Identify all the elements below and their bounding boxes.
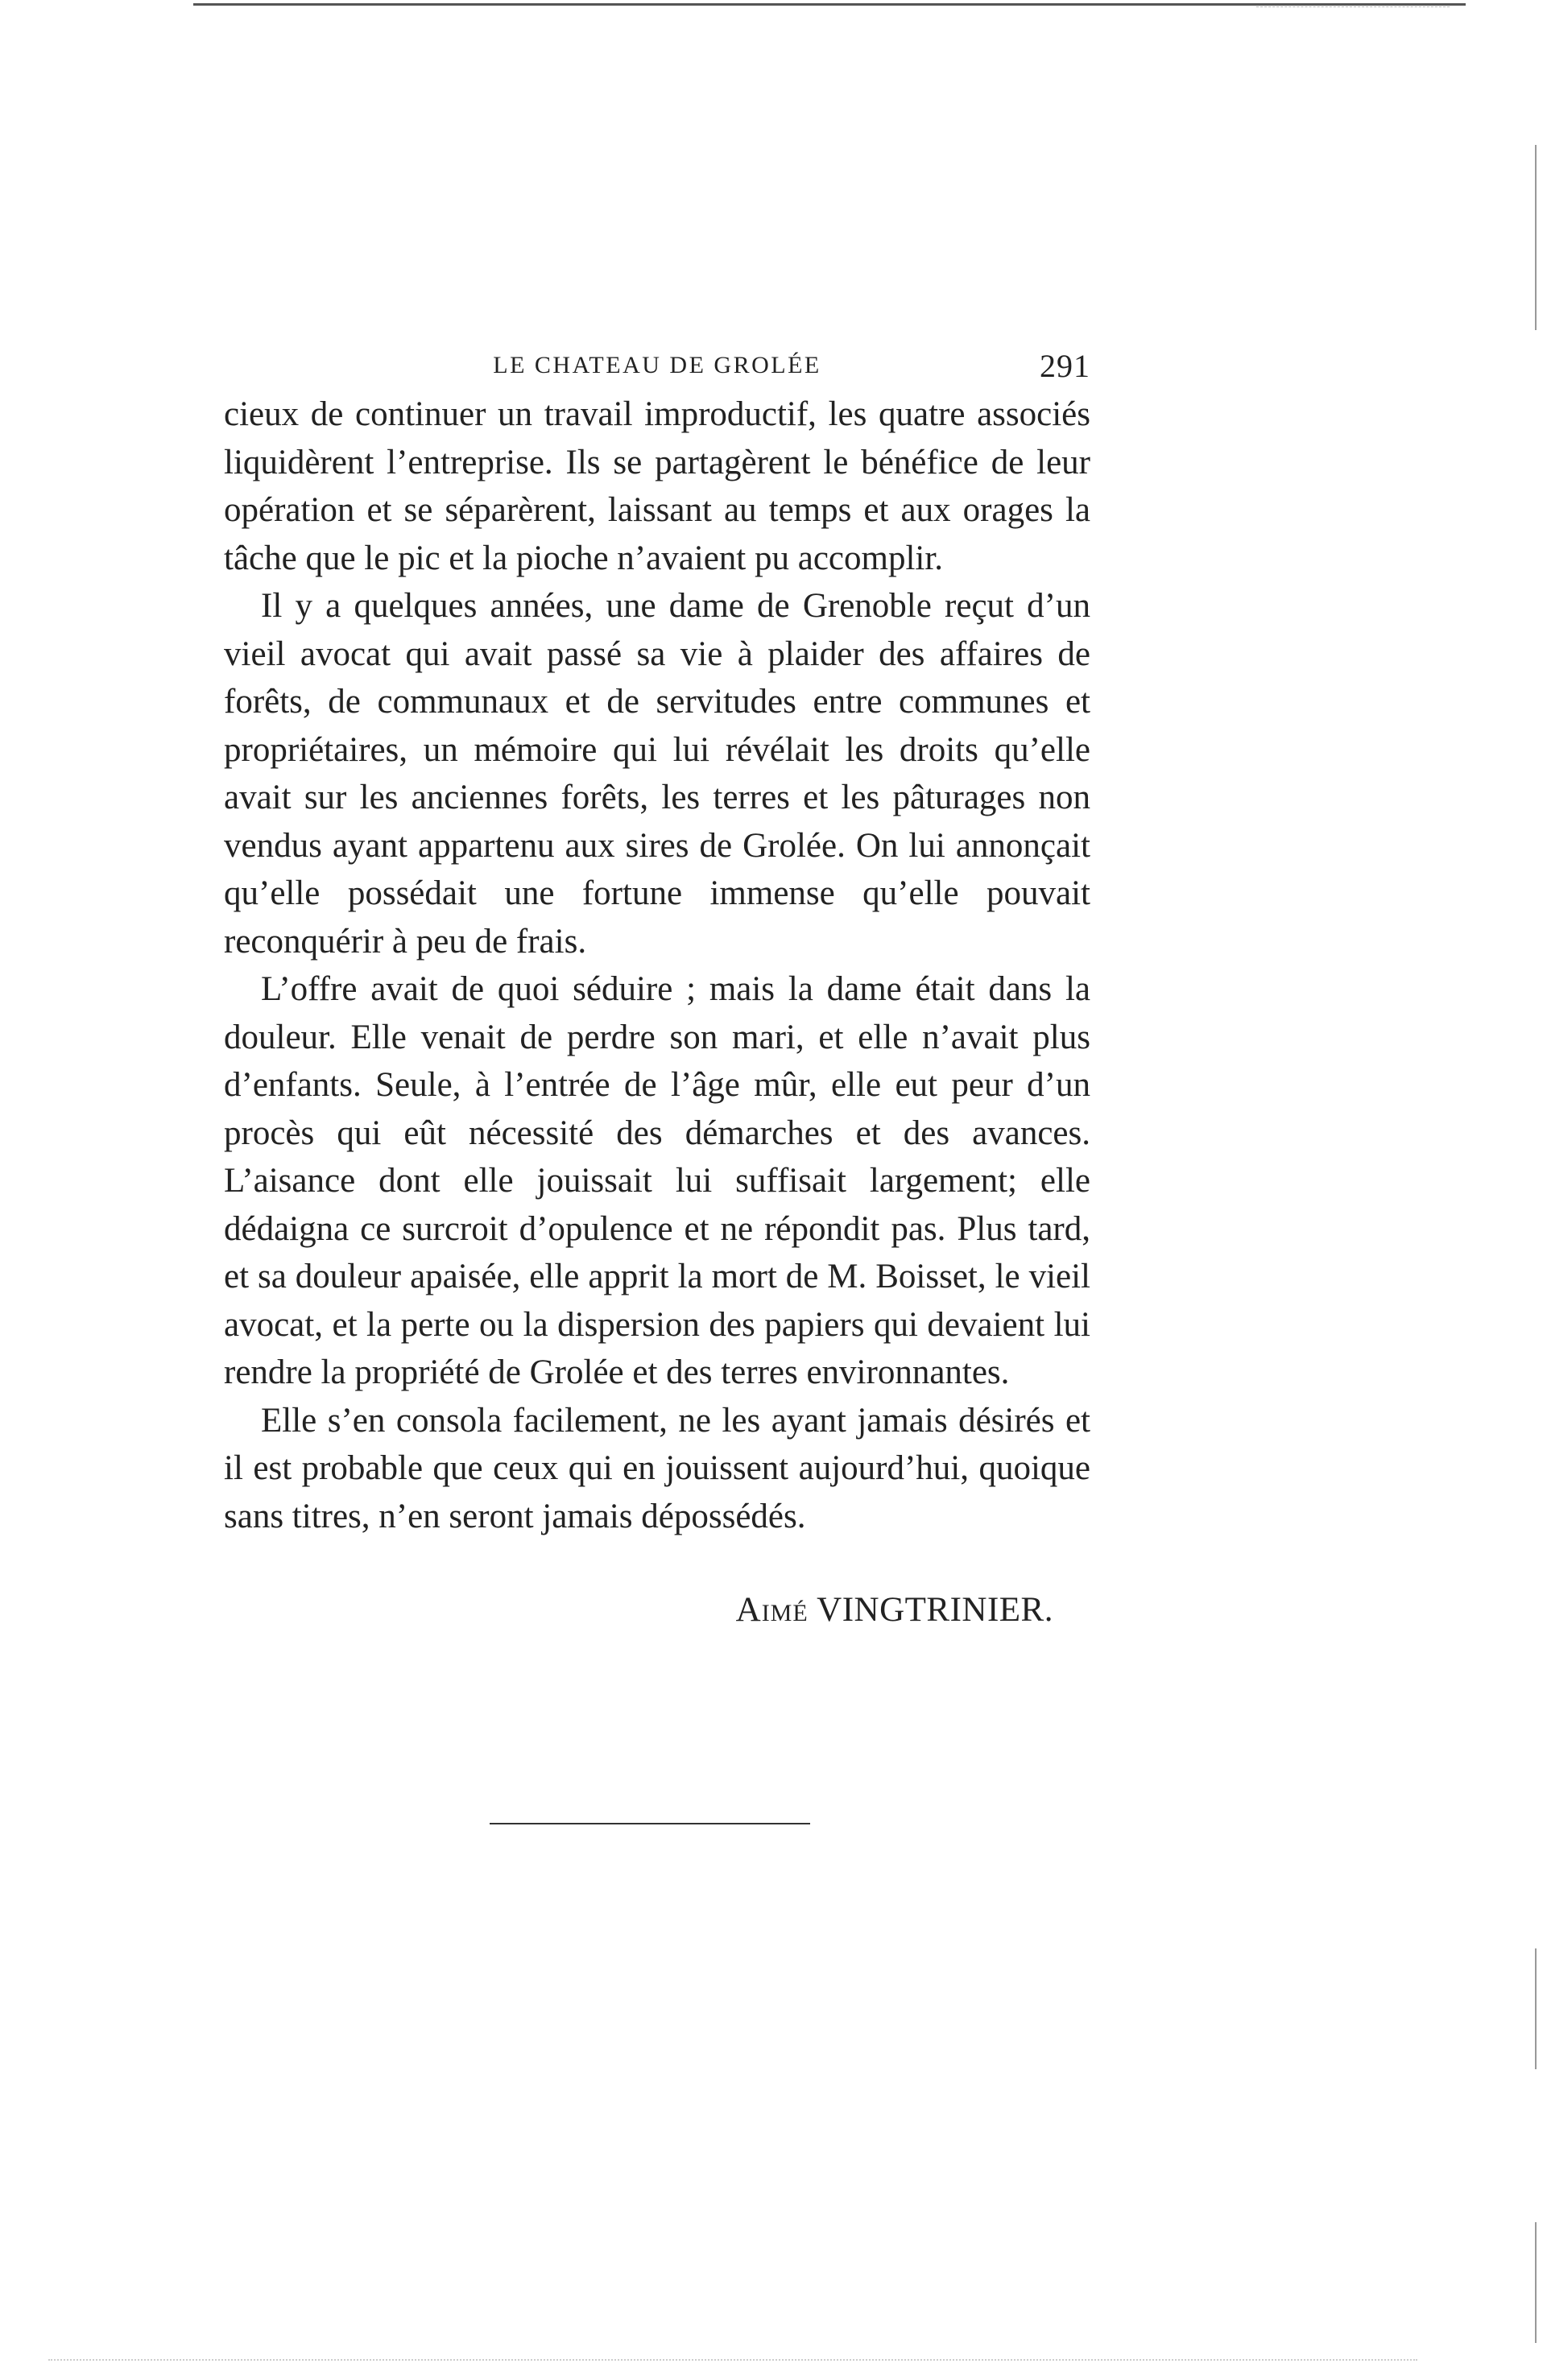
paragraph: L’offre avait de quoi séduire ; mais la dame était dans la douleur. Elle venait de perdre son mari, et elle n’avait plus d’enfants. Seule, à l’entrée de l’âge mûr, elle eut peur d’un procès qui eût nécessité des démarches et des avances. L’aisance dont elle jouissait lui suffisait largement; elle dédaigna ce surcroit d’opulence et ne répondit pas. Plus tard, et sa douleur apaisée, elle apprit la mort de M. Boisset, le vieil avocat, et la perte ou la dispersion des papiers qui devaient lui rendre la propriété de Grolée et des terres environnantes. [224, 970, 1090, 1391]
paragraph: cieux de continuer un travail improductif, les quatre associés liquidèrent l’entreprise. Ils se partagèrent le bénéfice de leur opération et se séparèrent, laissant au temps et aux orages la tâche que le pic et la pioche n’avaient pu accomplir. [224, 395, 1090, 577]
right-edge-mark [1535, 145, 1537, 330]
page-number: 291 [1040, 348, 1090, 384]
running-title: LE CHATEAU DE GROLÉE [493, 352, 821, 378]
author-first-name: Aimé [735, 1591, 809, 1629]
scan-noise [48, 2359, 1417, 2362]
right-edge-mark [1535, 2222, 1537, 2343]
top-border-faint-rule [1256, 6, 1450, 7]
book-page [224, 342, 1090, 1630]
end-rule [490, 1823, 810, 1824]
paragraph: Il y a quelques années, une dame de Grenoble reçut d’un vieil avocat qui avait passé sa vie à plaider des affaires de forêts, de communaux et de servitudes entre communes et propriétaires, un mémoire qui lui révélait les droits qu’elle avait sur les anciennes forêts, les terres et les pâturages non vendus ayant appartenu aux sires de Grolée. On lui annonçait qu’elle possédait une fortune immense qu’elle pouvait reconquérir à peu de frais. [224, 587, 1090, 961]
right-edge-mark [1535, 1948, 1537, 2069]
body-text [224, 390, 1090, 1540]
author-last-name: VINGTRINIER. [817, 1591, 1053, 1629]
top-border-rule [193, 3, 1466, 6]
author-signature [224, 1590, 1090, 1630]
running-head [224, 342, 1090, 390]
paragraph: Elle s’en consola facilement, ne les ayant jamais désirés et il est probable que ceux qui en jouissent aujourd’hui, quoique sans titres, n’en seront jamais dépossédés. [224, 1401, 1090, 1535]
